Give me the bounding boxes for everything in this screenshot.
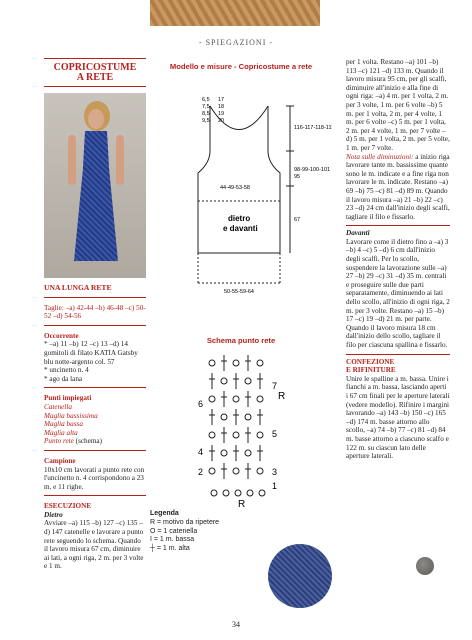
punti-item: Maglia alta bbox=[44, 428, 78, 437]
esecuzione-text: Avviare –a) 115 –b) 127 –c) 135 –d) 147 catenelle e lavorare a punto rete seguendo lo schema. Quando il lavoro misura 67 cm, diminuire ai lati, a ogni riga, 2 m. per 3 volte e 1 m. bbox=[44, 519, 144, 571]
row-label-2: 2 bbox=[198, 467, 204, 477]
dietro-heading: Dietro bbox=[44, 510, 63, 519]
punti-heading: Punti impiegati bbox=[44, 394, 92, 403]
page-number: 34 bbox=[232, 620, 240, 629]
chain-symbol bbox=[209, 360, 215, 366]
measure-right: 17 bbox=[218, 97, 225, 103]
armhole-measure: 98-99-100-101 bbox=[294, 167, 331, 173]
side-measure: 67 bbox=[294, 217, 301, 223]
foundation-chain bbox=[223, 490, 229, 496]
divider bbox=[44, 387, 146, 388]
measure-left: 8,5 bbox=[202, 111, 210, 117]
measure-right: 18 bbox=[218, 104, 225, 110]
punti-item: Punto rete (schema) bbox=[44, 437, 103, 446]
chain-symbol bbox=[233, 396, 239, 402]
row-label-4: 4 bbox=[198, 447, 204, 457]
confezione-heading: CONFEZIONE E RIFINITURE bbox=[346, 357, 396, 375]
center-label: dietro bbox=[228, 214, 251, 223]
measure-right: 19 bbox=[218, 111, 225, 117]
article-subtitle: UNA LUNGA RETE bbox=[44, 283, 112, 292]
foundation-chain bbox=[247, 490, 253, 496]
foundation-chain bbox=[259, 490, 265, 496]
chain-symbol bbox=[209, 432, 215, 438]
chain-symbol bbox=[233, 468, 239, 474]
body-text: Lavorare come il dietro fino a –a) 3 –b) 4 –c) 5 –d) 6 cm dall'inizio degli scalfi. Per lo scollo, sospendere la lavorazione sulle –a) 27 –b) 29 –c) 31 –d) 35 m. centrali e proseguire sulle due parti separatamente, diminuendo ai lati dello scollo, all'inizio di ogni riga, 2 m. per 3 volte. Restano –a) 15 –b) 17 –c) 19 –d) 21 m. per parte. Quando il lavoro misura 18 cm dall'inizio dello scollo, tagliare il filo per ciascuna spallina e fissarlo. bbox=[346, 237, 450, 349]
right-column bbox=[346, 58, 450, 461]
yarn-ball-icon bbox=[416, 557, 434, 575]
chain-symbol bbox=[221, 378, 227, 384]
article-title: COPRICOSTUME A RETE bbox=[44, 58, 146, 87]
model-photo bbox=[44, 93, 146, 278]
measure-left: 6,5 bbox=[202, 97, 210, 103]
chain-symbol bbox=[245, 378, 251, 384]
body-text: Nota sulle diminuzioni: a inizio riga lavorare tante m. bassissime quante sono le m. indicate e a fine riga non lavorare le m. indicate. Restano –a) 69 –b) 75 –c) 81 –d) 89 m. Quando il lavoro misura –a) 21 –b) 22 –c) 23 –d) 24 cm dall'inizio degli scalfi, tagliare il filo e fissarlo. bbox=[346, 152, 450, 221]
divider bbox=[44, 495, 146, 496]
chain-symbol bbox=[257, 432, 263, 438]
row-label-5: 5 bbox=[272, 429, 278, 439]
campione-heading: Campione bbox=[44, 456, 76, 465]
diagram-column bbox=[150, 62, 332, 520]
chain-symbol bbox=[245, 450, 251, 456]
bottom-measure: 50-55-59-64 bbox=[224, 289, 254, 295]
measure-left: 7,5 bbox=[202, 104, 210, 110]
center-label: e davanti bbox=[223, 224, 258, 233]
yarn-texture-banner bbox=[150, 0, 320, 26]
measure-left: 9,5 bbox=[202, 118, 210, 124]
punti-item: Catenella bbox=[44, 402, 72, 411]
davanti-heading: Davanti bbox=[346, 229, 370, 238]
body-text: per 1 volta. Restano –a) 101 –b) 113 –c) 121 –d) 133 m. Quando il lavoro misura 95 cm, per gli scalfi, diminuire all'inizio e alla fine di ogni riga: –a) 4 m. per 1 volta, 2 m. per 3 volte, 1 m. per 6 volte –b) 5 m. per 1 volta, 2 m. per 4 volte, 1 m. per 6 volte –c) 5 m. per 1 volta, 2 m. per 4 volte, 1 m. per 7 volte –d) 5 m. per 1 volta, 2 m. per 5 volte, 1 m. per 7 volte. bbox=[346, 58, 450, 152]
stitch-chart bbox=[150, 345, 332, 515]
chain-symbol bbox=[257, 468, 263, 474]
schema-title: Schema punto rete bbox=[206, 336, 276, 345]
esecuzione-heading: ESECUZIONE bbox=[44, 502, 92, 511]
legend-heading: Legenda bbox=[150, 510, 179, 517]
legend-item: ┼ = 1 m. alta bbox=[150, 545, 190, 553]
measure-right: 20 bbox=[218, 118, 225, 124]
bust-measure: 44-49-53-58 bbox=[220, 185, 250, 191]
chain-symbol bbox=[257, 396, 263, 402]
legend-item: R = motivo da ripetere bbox=[150, 518, 220, 526]
divider bbox=[346, 225, 450, 226]
diagram-title: Modello e misure - Copricostume a rete bbox=[169, 62, 313, 71]
punti-item: Maglia bassissima bbox=[44, 411, 98, 420]
top-measure: 116-117-118-119 bbox=[294, 125, 332, 131]
foundation-chain bbox=[235, 490, 241, 496]
section-header: - SPIEGAZIONI - bbox=[198, 38, 274, 47]
chain-symbol bbox=[245, 414, 251, 420]
divider bbox=[44, 297, 146, 298]
chain-symbol bbox=[257, 360, 263, 366]
foundation-chain bbox=[211, 490, 217, 496]
occorrente-item: * ago da lana bbox=[44, 374, 83, 383]
divider bbox=[44, 325, 146, 326]
row-label-3: 3 bbox=[272, 467, 278, 477]
chain-symbol bbox=[209, 468, 215, 474]
repeat-label: R bbox=[278, 391, 286, 402]
occorrente-heading: Occorrente bbox=[44, 331, 79, 340]
body-text: Unire le spalline a m. bassa. Unire i fianchi a m. bassa, lasciando aperti i 67 cm finali per le aperture laterali (vedere modello). Rifinire i margini lavorando –a) 143 –b) 150 –c) 165 –d) 174 m. basse attorno allo scollo, –a) 74 –b) 77 –c) 81 –d) 84 m. basse attorno a ciascuno scalfo e 122 m. su ciascun lato delle aperture laterali. bbox=[346, 374, 450, 461]
occorrente-item: * –a) 11 –b) 12 –c) 13 –d) 14 gomitoli di filato KATIA Gatsby blu notte-argento col. 57 bbox=[44, 340, 138, 366]
chain-symbol bbox=[233, 360, 239, 366]
row-label-7: 7 bbox=[272, 381, 278, 391]
chain-symbol bbox=[221, 414, 227, 420]
stitch-sample-photo bbox=[268, 544, 332, 608]
row-label-1: 1 bbox=[272, 481, 278, 491]
sizes: Taglie: –a) 42-44 –b) 46-48 –c) 50-52 –d) 54-56 bbox=[44, 303, 146, 321]
legend-item: O = 1 catenella bbox=[150, 527, 198, 535]
divider bbox=[346, 354, 450, 355]
chain-symbol bbox=[209, 396, 215, 402]
occorrente-item: * uncinetto n. 4 bbox=[44, 366, 89, 375]
legend-item: I = 1 m. bassa bbox=[150, 536, 195, 544]
chain-symbol bbox=[221, 450, 227, 456]
campione-text: 10x10 cm lavorati a punto rete con l'uncinetto n. 4 corrispondono a 23 m. e 11 righe. bbox=[44, 465, 145, 491]
garment-schematic bbox=[150, 71, 332, 301]
left-column bbox=[44, 58, 146, 571]
repeat-label-bottom: R bbox=[238, 499, 246, 510]
row-label-6: 6 bbox=[198, 399, 204, 409]
punti-item: Maglia bassa bbox=[44, 420, 83, 429]
armhole-measure-sub: 95 bbox=[294, 174, 301, 180]
divider bbox=[44, 450, 146, 451]
chain-symbol bbox=[233, 432, 239, 438]
